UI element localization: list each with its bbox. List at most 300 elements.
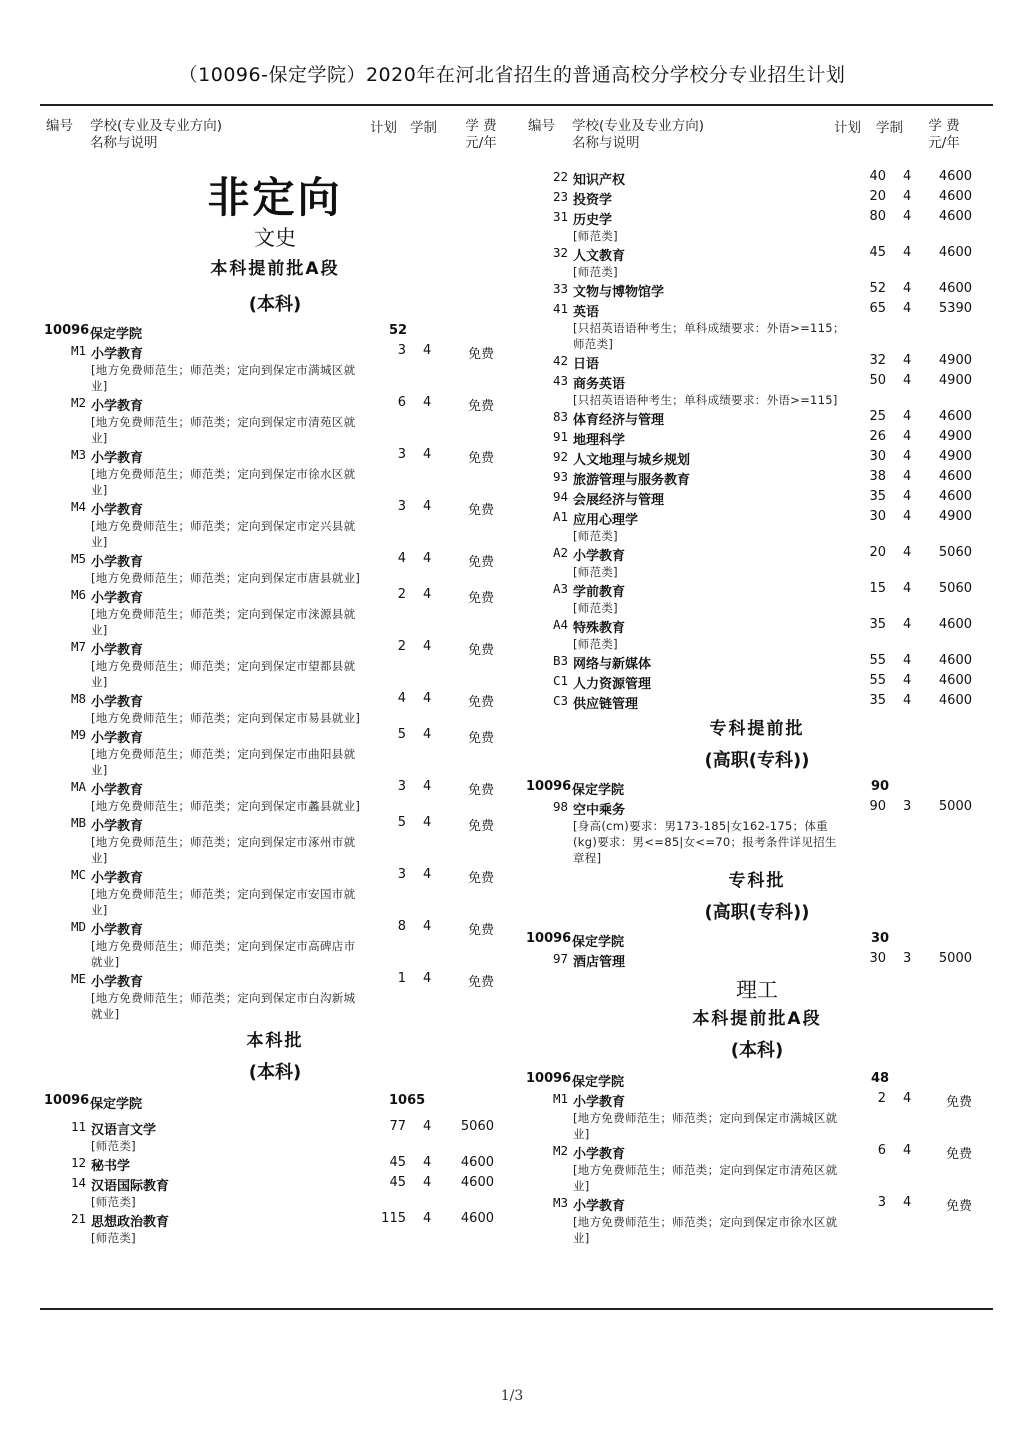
school-name: 保定学院 [572, 935, 625, 950]
major-note: [只招英语语种考生；单科成绩要求：外语>=115] [573, 393, 838, 407]
major-note: [地方免费师范生；师范类；定向到保定市白沟新城就业] [91, 991, 356, 1021]
major-name: 文物与博物馆学 [573, 285, 665, 300]
plan-count: 3 [877, 1195, 886, 1210]
major-note: [师范类] [573, 229, 618, 243]
table-row [522, 580, 992, 616]
tuition-fee: 免费 [467, 399, 494, 414]
header-plan: 计划 [834, 120, 861, 136]
major-name: 小学教育 [91, 555, 144, 570]
plan-count: 40 [869, 169, 886, 184]
study-length: 4 [903, 189, 912, 204]
plan-count: 4 [397, 551, 406, 566]
major-code: M1 [70, 343, 86, 358]
major-code: M6 [70, 587, 86, 602]
tuition-fee: 5000 [938, 951, 972, 966]
batch-heading: 本科提前批A段 [210, 259, 340, 279]
major-code: M8 [70, 691, 86, 706]
batch-heading: 专科提前批 [709, 719, 805, 739]
major-note: [地方免费师范生；师范类；定向到保定市安国市就业] [91, 887, 356, 917]
table-row [522, 468, 992, 488]
header-length: 学制 [410, 120, 437, 136]
tuition-fee: 4600 [938, 189, 972, 204]
table-row [522, 408, 992, 428]
right-column [522, 116, 992, 1246]
plan-count: 6 [397, 395, 406, 410]
plan-count: 2 [397, 639, 406, 654]
header-no: 编号 [46, 118, 73, 134]
major-code: 42 [552, 353, 568, 368]
major-name: 小学教育 [91, 503, 144, 518]
plan-count: 15 [869, 581, 886, 596]
major-code: M4 [70, 499, 86, 514]
header-school: 学校(专业及专业方向) 名称与说明 [90, 118, 223, 151]
major-list [40, 342, 510, 1022]
school-plan: 48 [871, 1071, 890, 1086]
major-name: 小学教育 [91, 451, 144, 466]
tuition-fee: 4600 [938, 673, 972, 688]
table-row [522, 652, 992, 672]
plan-count: 38 [869, 469, 886, 484]
plan-count: 3 [397, 779, 406, 794]
major-code: M3 [552, 1195, 568, 1210]
tuition-fee: 4600 [938, 409, 972, 424]
study-length: 4 [903, 509, 912, 524]
major-name: 小学教育 [91, 975, 144, 990]
plan-count: 55 [869, 673, 886, 688]
major-note: [地方免费师范生；师范类；定向到保定市清苑区就业] [91, 415, 356, 445]
major-name: 学前教育 [573, 585, 626, 600]
table-row [40, 498, 510, 550]
school-code: 10096 [44, 323, 90, 338]
column-header [40, 116, 510, 168]
major-name: 旅游管理与服务教育 [573, 473, 691, 488]
study-length: 4 [423, 551, 432, 566]
column-header [522, 116, 992, 168]
study-length: 4 [903, 469, 912, 484]
study-length: 4 [423, 639, 432, 654]
major-list [522, 950, 992, 970]
school-row [40, 1090, 510, 1112]
major-name: 小学教育 [91, 591, 144, 606]
major-name: 体育经济与管理 [573, 413, 665, 428]
major-code: M2 [552, 1143, 568, 1158]
major-code: 91 [552, 429, 568, 444]
study-length: 4 [423, 447, 432, 462]
major-code: 41 [552, 301, 568, 316]
major-name: 英语 [573, 305, 600, 320]
tuition-fee: 4600 [460, 1175, 494, 1190]
plan-count: 30 [869, 951, 886, 966]
left-column [40, 116, 510, 1246]
school-row [522, 928, 992, 950]
major-code: A4 [552, 617, 568, 632]
plan-count: 25 [869, 409, 886, 424]
tuition-fee: 4600 [938, 489, 972, 504]
plan-count: 77 [389, 1119, 406, 1134]
batch-heading: 本科批 [246, 1031, 304, 1051]
major-list [522, 1090, 992, 1246]
plan-count: 3 [397, 343, 406, 358]
plan-count: 65 [869, 301, 886, 316]
table-row [522, 1142, 992, 1194]
plan-count: 20 [869, 189, 886, 204]
study-length: 4 [903, 209, 912, 224]
major-name: 会展经济与管理 [573, 493, 665, 508]
table-row [40, 1174, 510, 1210]
table-row [40, 394, 510, 446]
major-code: 22 [552, 169, 568, 184]
study-length: 4 [903, 673, 912, 688]
major-code: 23 [552, 189, 568, 204]
major-note: [地方免费师范生；师范类；定向到保定市高碑店市就业] [91, 939, 356, 969]
plan-count: 32 [869, 353, 886, 368]
plan-count: 3 [397, 867, 406, 882]
major-note: [师范类] [91, 1231, 136, 1245]
table-row [522, 352, 992, 372]
table-row [522, 1090, 992, 1142]
study-length: 4 [903, 373, 912, 388]
major-code: 94 [552, 489, 568, 504]
major-code: 43 [552, 373, 568, 388]
tuition-fee: 免费 [467, 503, 494, 518]
level-heading: (高职(专科)) [704, 902, 810, 923]
plan-count: 90 [869, 799, 886, 814]
major-note: [师范类] [573, 529, 618, 543]
tuition-fee: 4900 [938, 509, 972, 524]
plan-count: 5 [397, 815, 406, 830]
study-length: 4 [903, 617, 912, 632]
study-length: 4 [423, 1119, 432, 1134]
study-length: 4 [903, 581, 912, 596]
major-name: 日语 [573, 357, 600, 372]
tuition-fee: 4600 [460, 1155, 494, 1170]
tuition-fee: 免费 [945, 1147, 972, 1162]
major-note: [师范类] [573, 637, 618, 651]
major-code: 33 [552, 281, 568, 296]
study-length: 4 [423, 971, 432, 986]
study-length: 4 [423, 1175, 432, 1190]
study-length: 4 [423, 691, 432, 706]
major-name: 汉语国际教育 [91, 1179, 170, 1194]
table-row [40, 1118, 510, 1154]
major-code: MC [70, 867, 86, 882]
study-length: 4 [903, 489, 912, 504]
table-row [522, 300, 992, 352]
plan-count: 50 [869, 373, 886, 388]
school-row [40, 320, 510, 342]
major-code: A2 [552, 545, 568, 560]
tuition-fee: 4600 [938, 281, 972, 296]
major-name: 小学教育 [573, 1199, 626, 1214]
major-name: 小学教育 [91, 871, 144, 886]
tuition-fee: 4600 [938, 653, 972, 668]
plan-count: 45 [869, 245, 886, 260]
school-plan: 90 [871, 779, 890, 794]
major-name: 小学教育 [91, 731, 144, 746]
major-note: [师范类] [573, 265, 618, 279]
major-name: 小学教育 [573, 1147, 626, 1162]
tuition-fee: 免费 [945, 1095, 972, 1110]
study-length: 4 [423, 587, 432, 602]
major-list [522, 798, 992, 866]
major-note: [地方免费师范生；师范类；定向到保定市曲阳县就业] [91, 747, 356, 777]
major-name: 小学教育 [573, 1095, 626, 1110]
plan-count: 45 [389, 1155, 406, 1170]
major-note: [地方免费师范生；师范类；定向到保定市涿州市就业] [91, 835, 356, 865]
plan-count: 2 [877, 1091, 886, 1106]
major-note: [师范类] [573, 601, 618, 615]
major-name: 小学教育 [91, 399, 144, 414]
plan-count: 80 [869, 209, 886, 224]
study-length: 4 [903, 169, 912, 184]
tuition-fee: 免费 [467, 871, 494, 886]
major-name: 汉语言文学 [91, 1123, 157, 1138]
school-plan: 52 [389, 323, 408, 338]
tuition-fee: 4900 [938, 373, 972, 388]
table-row [522, 616, 992, 652]
level-heading: (高职(专科)) [704, 750, 810, 771]
major-code: ME [70, 971, 86, 986]
major-note: [地方免费师范生；师范类；定向到保定市徐水区就业] [573, 1215, 838, 1245]
table-row [522, 188, 992, 208]
tuition-fee: 5000 [938, 799, 972, 814]
tuition-fee: 免费 [467, 731, 494, 746]
tuition-fee: 免费 [467, 975, 494, 990]
plan-count: 30 [869, 449, 886, 464]
school-row [522, 776, 992, 798]
major-note: [地方免费师范生；师范类；定向到保定市满城区就业] [91, 363, 356, 393]
study-length: 4 [423, 343, 432, 358]
table-row [522, 168, 992, 188]
section-heading: 理工 [736, 978, 778, 1002]
study-length: 4 [423, 815, 432, 830]
bottom-rule [40, 1308, 993, 1310]
study-length: 3 [903, 799, 912, 814]
study-length: 4 [903, 301, 912, 316]
plan-count: 52 [869, 281, 886, 296]
study-length: 4 [903, 1091, 912, 1106]
plan-count: 55 [869, 653, 886, 668]
tuition-fee: 4600 [938, 469, 972, 484]
school-code: 10096 [526, 931, 572, 946]
major-list [40, 1118, 510, 1246]
plan-count: 6 [877, 1143, 886, 1158]
tuition-fee: 免费 [467, 819, 494, 834]
major-name: 网络与新媒体 [573, 657, 652, 672]
major-name: 人文教育 [573, 249, 626, 264]
header-fee: 学 费 元/年 [465, 118, 497, 151]
table-row [522, 280, 992, 300]
major-code: MB [70, 815, 86, 830]
header-fee: 学 费 元/年 [928, 118, 960, 151]
tuition-fee: 4900 [938, 353, 972, 368]
table-row [522, 448, 992, 468]
major-note: [地方免费师范生；师范类；定向到保定市定兴县就业] [91, 519, 356, 549]
major-name: 知识产权 [573, 173, 626, 188]
page-title: （10096-保定学院）2020年在河北省招生的普通高校分学校分专业招生计划 [178, 64, 846, 86]
tuition-fee: 4900 [938, 449, 972, 464]
major-note: [地方免费师范生；师范类；定向到保定市唐县就业] [91, 571, 361, 585]
tuition-fee: 免费 [467, 555, 494, 570]
major-code: A3 [552, 581, 568, 596]
school-name: 保定学院 [90, 327, 143, 342]
study-length: 4 [903, 245, 912, 260]
level-heading: (本科) [248, 1062, 302, 1083]
header-plan: 计划 [370, 120, 397, 136]
major-code: 12 [70, 1155, 86, 1170]
tuition-fee: 免费 [467, 923, 494, 938]
major-code: 93 [552, 469, 568, 484]
major-code: M2 [70, 395, 86, 410]
study-length: 4 [423, 919, 432, 934]
major-name: 人文地理与城乡规划 [573, 453, 691, 468]
table-row [40, 918, 510, 970]
plan-count: 5 [397, 727, 406, 742]
major-code: 31 [552, 209, 568, 224]
table-row [40, 342, 510, 394]
tuition-fee: 5390 [938, 301, 972, 316]
table-row [522, 950, 992, 970]
major-code: M5 [70, 551, 86, 566]
major-name: 秘书学 [91, 1159, 131, 1174]
major-name: 地理科学 [573, 433, 626, 448]
major-name: 历史学 [573, 213, 613, 228]
plan-count: 35 [869, 617, 886, 632]
table-row [522, 672, 992, 692]
level-heading: (本科) [248, 294, 302, 315]
plan-count: 35 [869, 489, 886, 504]
major-note: [地方免费师范生；师范类；定向到保定市涞源县就业] [91, 607, 356, 637]
major-name: 商务英语 [573, 377, 626, 392]
major-name: 小学教育 [91, 923, 144, 938]
table-row [40, 866, 510, 918]
header-no: 编号 [528, 118, 555, 134]
major-name: 空中乘务 [573, 803, 626, 818]
table-row [522, 692, 992, 712]
tuition-fee: 5060 [938, 545, 972, 560]
plan-count: 45 [389, 1175, 406, 1190]
major-code: 14 [70, 1175, 86, 1190]
major-code: 11 [70, 1119, 86, 1134]
major-code: 92 [552, 449, 568, 464]
table-row [40, 726, 510, 778]
major-name: 思想政治教育 [91, 1215, 170, 1230]
page-number: 1/3 [500, 1388, 524, 1404]
major-note: [地方免费师范生；师范类；定向到保定市望都县就业] [91, 659, 356, 689]
study-length: 4 [903, 1195, 912, 1210]
major-name: 小学教育 [91, 695, 144, 710]
study-length: 4 [423, 1155, 432, 1170]
major-note: [地方免费师范生；师范类；定向到保定市满城区就业] [573, 1111, 838, 1141]
major-note: [只招英语语种考生；单科成绩要求：外语>=115；师范类] [573, 321, 845, 351]
table-row [522, 372, 992, 408]
school-code: 10096 [526, 779, 572, 794]
study-length: 4 [423, 779, 432, 794]
study-length: 4 [903, 353, 912, 368]
tuition-fee: 免费 [467, 783, 494, 798]
table-row [40, 970, 510, 1022]
table-row [522, 544, 992, 580]
tuition-fee: 免费 [467, 591, 494, 606]
tuition-fee: 5060 [460, 1119, 494, 1134]
plan-count: 3 [397, 447, 406, 462]
tuition-fee: 4600 [938, 209, 972, 224]
table-row [522, 798, 992, 866]
batch-heading: 专科批 [728, 871, 786, 891]
major-code: M3 [70, 447, 86, 462]
table-row [522, 1194, 992, 1246]
batch-heading: 本科提前批A段 [692, 1009, 822, 1029]
study-length: 4 [903, 429, 912, 444]
major-name: 小学教育 [91, 347, 144, 362]
header-school: 学校(专业及专业方向) 名称与说明 [572, 118, 705, 151]
major-name: 酒店管理 [573, 955, 626, 970]
tuition-fee: 免费 [467, 347, 494, 362]
major-code: 32 [552, 245, 568, 260]
major-note: [师范类] [573, 565, 618, 579]
major-name: 小学教育 [91, 819, 144, 834]
major-list [522, 168, 992, 712]
study-length: 4 [903, 449, 912, 464]
study-length: 4 [903, 1143, 912, 1158]
major-code: C1 [552, 673, 568, 688]
major-code: MD [70, 919, 86, 934]
major-name: 供应链管理 [573, 697, 639, 712]
major-code: A1 [552, 509, 568, 524]
plan-count: 35 [869, 693, 886, 708]
major-code: M1 [552, 1091, 568, 1106]
tuition-fee: 4600 [938, 693, 972, 708]
plan-count: 115 [381, 1211, 406, 1226]
table-row [40, 586, 510, 638]
tuition-fee: 免费 [467, 695, 494, 710]
table-row [40, 446, 510, 498]
table-row [522, 244, 992, 280]
major-note: [地方免费师范生；师范类；定向到保定市蠡县就业] [91, 799, 361, 813]
section-heading: 文史 [254, 226, 296, 250]
plan-count: 4 [397, 691, 406, 706]
top-rule [40, 104, 993, 106]
plan-count: 3 [397, 499, 406, 514]
major-code: B3 [552, 653, 568, 668]
plan-count: 8 [397, 919, 406, 934]
tuition-fee: 4600 [460, 1211, 494, 1226]
study-length: 4 [423, 395, 432, 410]
major-code: C3 [552, 693, 568, 708]
major-code: 97 [552, 951, 568, 966]
major-code: M7 [70, 639, 86, 654]
tuition-fee: 免费 [945, 1199, 972, 1214]
major-code: M9 [70, 727, 86, 742]
school-code: 10096 [526, 1071, 572, 1086]
major-code: MA [70, 779, 86, 794]
major-note: [师范类] [91, 1195, 136, 1209]
level-heading: (本科) [730, 1040, 784, 1061]
study-length: 4 [903, 545, 912, 560]
major-name: 应用心理学 [573, 513, 639, 528]
tuition-fee: 4600 [938, 245, 972, 260]
header-length: 学制 [876, 120, 903, 136]
study-length: 4 [423, 1211, 432, 1226]
plan-count: 26 [869, 429, 886, 444]
plan-count: 30 [869, 509, 886, 524]
study-length: 4 [903, 693, 912, 708]
table-row [40, 550, 510, 586]
school-name: 保定学院 [572, 1075, 625, 1090]
study-length: 4 [423, 499, 432, 514]
plan-count: 20 [869, 545, 886, 560]
table-row [40, 1210, 510, 1246]
